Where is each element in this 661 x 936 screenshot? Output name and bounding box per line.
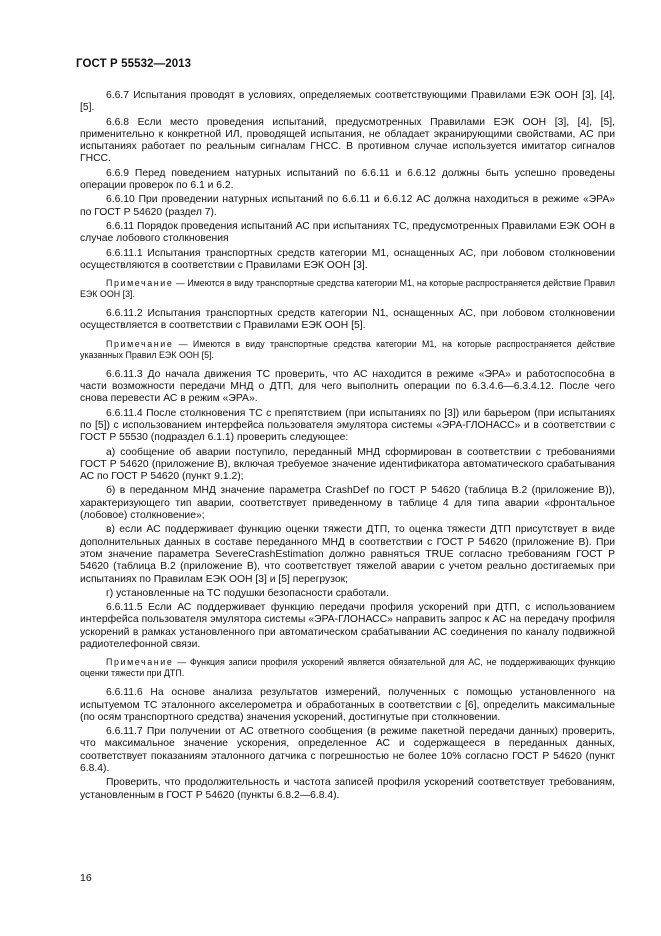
document-body	[80, 90, 615, 804]
note-label: Примечание	[106, 338, 174, 349]
paragraph: г) установленные на ТС подушки безопасности сработали.	[106, 587, 389, 599]
paragraph: 6.6.11.7 При получении от АС ответного сообщения (в режиме пакетной передачи данных) проверить, что максимальное значение ускорения, определенное АС и содержащееся в переданных данных, соответствует показаниям эталонного датчика с погрешностью не более 10% согласно ГОСТ Р 54620 (пункт 6.8.4).	[80, 726, 615, 775]
paragraph: 6.6.11.6 На основе анализа результатов измерений, полученных с помощью установленного на испытуемом ТС эталонного акселерометра и обработанных в соответствии с [6], определить максимальные (по осям транспортного средства) значения ускорений, достигнутые при столкновении.	[80, 687, 615, 723]
paragraph: 6.6.11.5 Если АС поддерживает функцию передачи профиля ускорений при ДТП, с использованием интерфейса пользователя эмулятора системы «ЭРА-ГЛОНАСС» направить запрос к АС на передачу профиля ускорений в рамках установленного при автоматическом срабатывании АС соединения по каналу подвижной радиотелефонной связи.	[80, 602, 615, 650]
paragraph: 6.6.10 При проведении натурных испытаний по 6.6.11 и 6.6.12 АС должна находиться в режиме «ЭРА» по ГОСТ Р 54620 (раздел 7).	[80, 194, 615, 218]
note-label: Примечание	[106, 657, 174, 668]
paragraph: в) если АС поддерживает функцию оценки тяжести ДТП, то оценка тяжести ДТП присутствует в виде дополнительных данных в составе переданного МНД в соответствии с ГОСТ Р 54620 (приложение В). При этом значение параметра SevereCrashEstimation должно равняться TRUE согласно требованиям ГОСТ Р 54620 (таблица В.2 (приложение В), что соответствует тяжелой аварии с учетом реально достигаемых при испытаниях по Правилам ЕЭК ООН [3] и [5] перегрузок;	[80, 524, 615, 585]
paragraph: а) сообщение об аварии поступило, переданный МНД сформирован в соответствии с требованиями ГОСТ Р 54620 (приложение В), включая требуемое значение идентификатора автоматического срабатывания АС по ГОСТ Р 54620 (пункт 9.1.2);	[80, 446, 615, 483]
paragraph: 6.6.9 Перед поведением натурных испытаний по 6.6.11 и 6.6.12 должны быть успешно проведены операции проверок по 6.1 и 6.2.	[80, 167, 615, 192]
document-header: ГОСТ Р 55532—2013	[76, 58, 192, 70]
paragraph: 6.6.7 Испытания проводят в условиях, определяемых соответствующими Правилами ЕЭК ООН [3], [4], [5].	[80, 90, 615, 114]
note	[80, 657, 615, 679]
note-text: — Функция записи профиля ускорений является обязательной для АС, не поддерживающих функцию оценки тяжести при ДТП.	[80, 657, 615, 679]
paragraph: 6.6.11.3 До начала движения ТС проверить, что АС находится в режиме «ЭРА» и работоспособна в части возможности передачи МНД о ДТП, для чего выполнить операции по 6.3.4.6—6.3.4.12. После чего снова перевести АС в режим «ЭРА».	[80, 368, 615, 405]
page-number: 16	[80, 872, 92, 884]
note	[80, 339, 615, 361]
paragraph: 6.6.11.1 Испытания транспортных средств категории М1, оснащенных АС, при лобовом столкновении осуществляются в соответствии с Правилами ЕЭК ООН [3].	[80, 247, 615, 271]
note-label: Примечание	[106, 278, 174, 289]
paragraph: Проверить, что продолжительность и частота записей профиля ускорений соответствует требованиям, установленным в ГОСТ Р 54620 (пункты 6.8.2—6.8.4).	[80, 777, 615, 801]
paragraph: б) в переданном МНД значение параметра CrashDef по ГОСТ Р 54620 (таблица В.2 (приложение В)), характеризующего тип аварии, соответствует приведенному в таблице 4 для типа аварии «фронтальное (лобовое) столкновение»;	[80, 485, 615, 522]
paragraph: 6.6.11 Порядок проведения испытаний АС при испытаниях ТС, предусмотренных Правилами ЕЭК ООН в случае лобового столкновения	[80, 220, 615, 245]
note-text: — Имеются в виду транспортные средства категории М1, на которые распространяется действие Правил ЕЭК ООН [3].	[80, 278, 615, 300]
note-text: — Имеются в виду транспортные средства категории М1, на которые распространяется действие указанных Правил ЕЭК ООН [5].	[80, 338, 615, 360]
paragraph: 6.6.8 Если место проведения испытаний, предусмотренных Правилами ЕЭК ООН [3], [4], [5], применительно к конкретной ИЛ, проводящей испытания, не обладает экранирующими свойствами, АС при испытаниях работает по реальным сигналам ГНСС. В противном случае используется имитатор сигналов ГНСС.	[80, 116, 615, 165]
note	[80, 278, 615, 300]
paragraph: 6.6.11.2 Испытания транспортных средств категории N1, оснащенных АС, при лобовом столкновении осуществляется в соответствии с Правилами ЕЭК ООН [5].	[80, 308, 615, 332]
paragraph: 6.6.11.4 После столкновения ТС с препятствием (при испытаниях по [3]) или барьером (при испытаниях по [5]) с использованием интерфейса пользователя эмулятора системы «ЭРА-ГЛОНАСС» и в соответствии с ГОСТ Р 55530 (подраздел 6.1.1) проверить следующее:	[80, 407, 615, 444]
